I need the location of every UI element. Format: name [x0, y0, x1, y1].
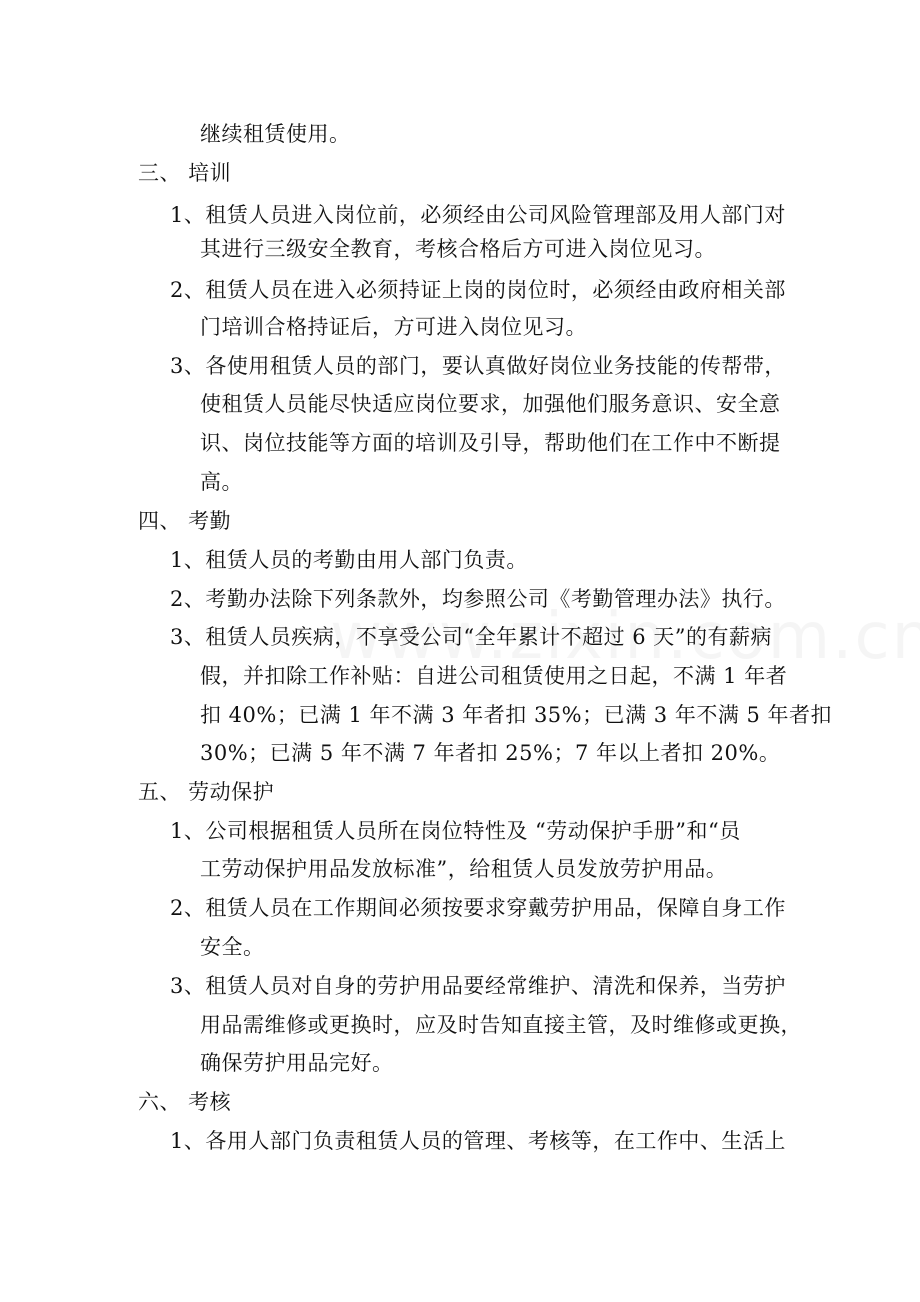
section-heading-labor-protection: 五、 劳动保护 [138, 780, 275, 804]
section-heading-attendance: 四、 考勤 [138, 509, 232, 533]
list-item-line: 用品需维修或更换时，应及时告知直接主管，及时维修或更换， [200, 1013, 802, 1037]
list-item-line: 1、各用人部门负责租赁人员的管理、考核等，在工作中、生活上 [170, 1129, 786, 1153]
list-item-line: 2、考勤办法除下列条款外，均参照公司《考勤管理办法》执行。 [170, 587, 786, 611]
list-item-line: 3、各使用租赁人员的部门，要认真做好岗位业务技能的传帮带， [170, 354, 786, 378]
list-item-line: 2、租赁人员在工作期间必须按要求穿戴劳护用品，保障自身工作 [170, 896, 786, 920]
section-heading-training: 三、 培训 [138, 161, 232, 185]
list-item-line: 识、岗位技能等方面的培训及引导，帮助他们在工作中不断提 [200, 431, 781, 455]
list-item-line: 扣 40%；已满 1 年不满 3 年者扣 35%；已满 3 年不满 5 年者扣 [200, 703, 833, 727]
list-item-line: 使租赁人员能尽快适应岗位要求，加强他们服务意识、安全意 [200, 392, 781, 416]
list-item-line: 3、租赁人员疾病，不享受公司“全年累计不超过 6 天”的有薪病 [170, 625, 773, 649]
list-item-line: 2、租赁人员在进入必须持证上岗的岗位时，必须经由政府相关部 [170, 278, 786, 302]
section-heading-assessment: 六、 考核 [138, 1090, 232, 1114]
list-item-line: 其进行三级安全教育，考核合格后方可进入岗位见习。 [200, 237, 716, 261]
list-item-line: 门培训合格持证后，方可进入岗位见习。 [200, 315, 587, 339]
list-item-line: 高。 [200, 470, 243, 494]
list-item-line: 1、公司根据租赁人员所在岗位特性及 “劳动保护手册”和“员 [170, 819, 741, 843]
list-item-line: 3、租赁人员对自身的劳护用品要经常维护、清洗和保养，当劳护 [170, 974, 786, 998]
list-item-line: 1、租赁人员进入岗位前，必须经由公司风险管理部及用人部门对 [170, 203, 786, 227]
list-item-line: 工劳动保护用品发放标准”，给租赁人员发放劳护用品。 [200, 857, 728, 881]
paragraph-line: 继续租赁使用。 [200, 122, 351, 146]
list-item-line: 确保劳护用品完好。 [200, 1051, 394, 1075]
list-item-line: 1、租赁人员的考勤由用人部门负责。 [170, 548, 528, 572]
list-item-line: 假，并扣除工作补贴：自进公司租赁使用之日起，不满 1 年者 [200, 664, 788, 688]
list-item-line: 安全。 [200, 935, 265, 959]
list-item-line: 30%；已满 5 年不满 7 年者扣 25%；7 年以上者扣 20%。 [200, 741, 781, 765]
